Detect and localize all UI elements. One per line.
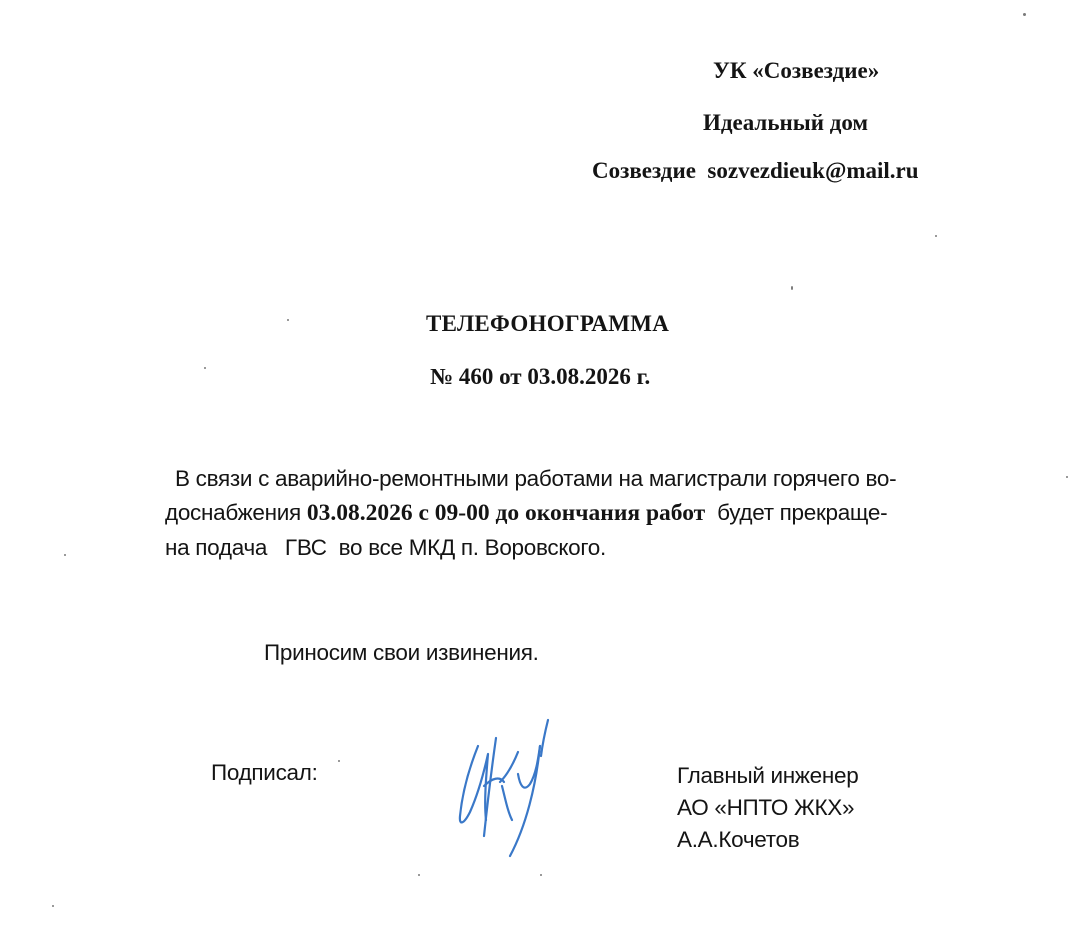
scan-speck — [1023, 13, 1026, 16]
document-number: № 460 от 03.08.2026 г. — [430, 364, 651, 389]
recipient-name: Идеальный дом — [703, 110, 869, 135]
scan-speck — [338, 760, 340, 762]
handwritten-signature — [440, 716, 570, 861]
scan-speck — [791, 286, 793, 290]
scan-speck — [418, 874, 420, 876]
signer-position: Главный инженер — [677, 763, 859, 788]
scan-speck — [204, 367, 206, 369]
body-text-suffix: будет прекраще- — [705, 500, 888, 525]
scan-speck — [64, 554, 66, 556]
body-text-line: В связи с аварийно-ремонтными работами на магистрали горячего во- — [175, 466, 897, 491]
scan-speck — [540, 874, 542, 876]
signed-label: Подписал: — [211, 760, 318, 785]
document-title: ТЕЛЕФОНОГРАММА — [426, 311, 670, 336]
recipient-email-line: Созвездие sozvezdieuk@mail.ru — [592, 158, 919, 183]
scan-speck — [935, 235, 937, 237]
scan-speck — [1066, 476, 1068, 478]
apology-text: Приносим свои извинения. — [264, 640, 539, 665]
recipient-organization: УК «Созвездие» — [713, 58, 880, 83]
body-text-highlight: 03.08.2026 с 09-00 до окончания работ — [306, 500, 706, 526]
body-text-prefix: доснабжения — [165, 500, 307, 525]
scan-speck — [287, 319, 289, 321]
signer-organization: АО «НПТО ЖКХ» — [677, 795, 855, 820]
body-text-line: на подача ГВС во все МКД п. Воровского. — [165, 535, 606, 560]
body-text-line — [165, 500, 887, 527]
scan-speck — [52, 905, 54, 907]
signer-name: А.А.Кочетов — [677, 827, 800, 852]
